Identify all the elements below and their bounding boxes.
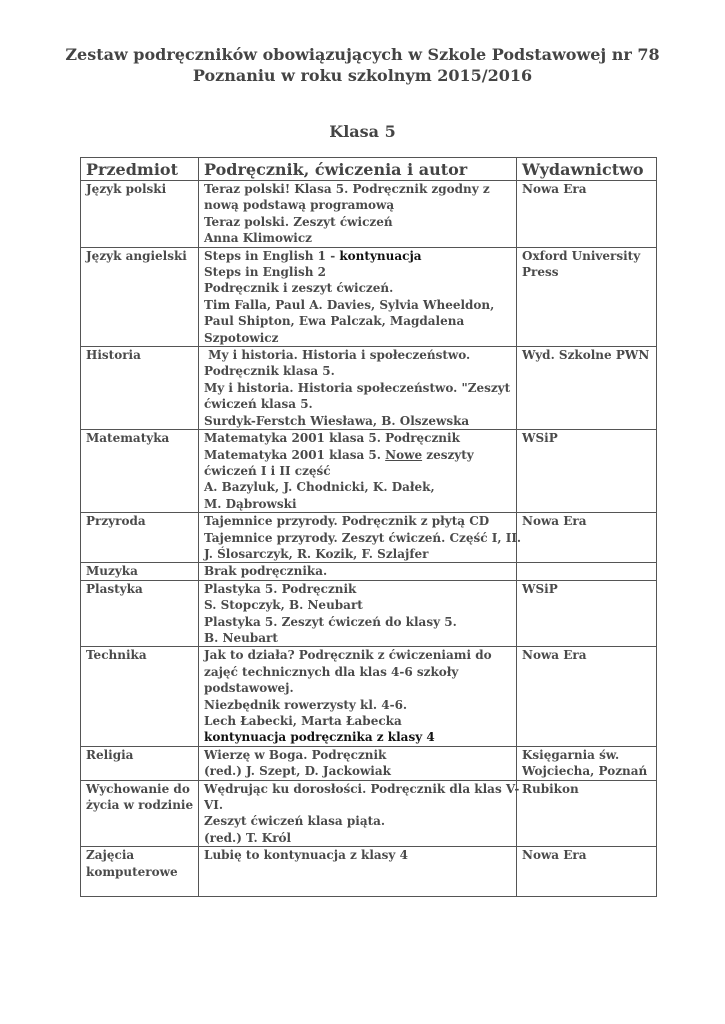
subject-cell: Religia (81, 746, 199, 780)
book-line: Podręcznik i zeszyt ćwiczeń. (204, 281, 394, 296)
book-line: Matematyka 2001 klasa 5. Podręcznik (204, 431, 460, 446)
publisher-cell (517, 647, 657, 746)
subject-cell: Język polski (81, 181, 199, 248)
book-line: Wędrując ku dorosłości. Podręcznik dla klas V- (204, 781, 520, 796)
publisher-line: Nowa Era (522, 848, 587, 863)
header-subject: Przedmiot (81, 158, 199, 181)
continuation-note: kontynuacja podręcznika z klasy 4 (204, 730, 435, 745)
book-line: S. Stopczyk, B. Neubart (204, 598, 363, 613)
subject-cell: Matematyka (81, 430, 199, 513)
book-line: (red.) T. Król (204, 830, 292, 845)
subject-cell: Historia (81, 347, 199, 430)
book-line: Surdyk-Ferstch Wiesława, B. Olszewska (204, 413, 470, 428)
subject-cell (81, 780, 199, 847)
header-publisher: Wydawnictwo (517, 158, 657, 181)
table-row (81, 746, 657, 780)
document-title (0, 44, 725, 86)
subject-cell: Język angielski (81, 247, 199, 346)
books-cell (199, 347, 517, 430)
publisher-line: Nowa Era (522, 648, 587, 663)
books-cell (199, 247, 517, 346)
book-line: podstawowej. (204, 681, 294, 696)
publisher-line: Rubikon (522, 781, 579, 796)
publisher-cell (517, 580, 657, 647)
books-cell (199, 847, 517, 897)
subject-cell: Technika (81, 647, 199, 746)
book-line: B. Neubart (204, 630, 278, 645)
book-line: My i historia. Historia i społeczeństwo. (204, 348, 471, 363)
books-cell (199, 580, 517, 647)
publisher-line: Oxford University (522, 248, 641, 263)
header-books: Podręcznik, ćwiczenia i autor (199, 158, 517, 181)
textbook-table (80, 157, 657, 897)
book-line: (red.) J. Szept, D. Jackowiak (204, 764, 391, 779)
table-row (81, 647, 657, 746)
book-line: Teraz polski. Zeszyt ćwiczeń (204, 214, 393, 229)
publisher-line: WSiP (522, 581, 558, 596)
books-cell (199, 563, 517, 580)
book-line: Anna Klimowicz (204, 231, 312, 246)
books-cell (199, 746, 517, 780)
publisher-cell (517, 563, 657, 580)
book-line: Podręcznik klasa 5. (204, 364, 335, 379)
subject-line: Zajęcia (86, 848, 135, 863)
continuation-note: kontynuacja (339, 248, 422, 263)
books-cell (199, 430, 517, 513)
books-cell (199, 647, 517, 746)
table-row (81, 580, 657, 647)
book-line: Jak to działa? Podręcznik z ćwiczeniami do (204, 648, 492, 663)
publisher-cell (517, 181, 657, 248)
publisher-cell (517, 347, 657, 430)
subject-cell: Przyroda (81, 513, 199, 563)
book-line: Szpotowicz (204, 330, 279, 345)
book-line: My i historia. Historia społeczeństwo. "Zeszyt (204, 380, 511, 395)
book-line: Tajemnice przyrody. Podręcznik z płytą CD (204, 514, 490, 529)
book-line (204, 447, 512, 463)
publisher-line: Press (522, 265, 559, 280)
book-line: Paul Shipton, Ewa Palczak, Magdalena (204, 314, 465, 329)
table-row (81, 347, 657, 430)
underlined-word: Nowe (385, 447, 423, 462)
books-cell (199, 780, 520, 847)
book-line: Teraz polski! Klasa 5. Podręcznik zgodny z (204, 182, 490, 196)
class-heading: Klasa 5 (329, 122, 396, 141)
table-row (81, 430, 657, 513)
book-line: zajęć technicznych dla klas 4-6 szkoły (204, 664, 459, 679)
book-line: ćwiczeń klasa 5. (204, 397, 313, 412)
book-line: Plastyka 5. Podręcznik (204, 581, 357, 596)
book-line: Tajemnice przyrody. Zeszyt ćwiczeń. Część I, II. (204, 530, 522, 545)
table-row (81, 847, 657, 897)
subject-line: Wychowanie do (86, 781, 190, 796)
book-line: J. Ślosarczyk, R. Kozik, F. Szlajfer (204, 546, 429, 561)
table-row (81, 513, 657, 563)
title-line-2: Poznaniu w roku szkolnym 2015/2016 (192, 66, 533, 85)
table-row (81, 247, 657, 346)
book-line: Zeszyt ćwiczeń klasa piąta. (204, 814, 386, 829)
book-line: Wierzę w Boga. Podręcznik (204, 747, 387, 762)
book-line-text: Matematyka 2001 klasa 5. (204, 447, 386, 462)
table-header-row (81, 158, 657, 181)
book-line (204, 248, 512, 264)
publisher-line: Nowa Era (522, 514, 587, 529)
publisher-line: WSiP (522, 431, 558, 446)
book-line-text: zeszyty (422, 447, 474, 462)
publisher-line: Wyd. Szkolne PWN (522, 348, 650, 363)
books-cell (199, 513, 522, 563)
publisher-line: Nowa Era (522, 182, 587, 196)
publisher-line: Wojciecha, Poznań (522, 764, 648, 779)
book-line: ćwiczeń I i II część (204, 463, 331, 478)
subject-line: komputerowe (86, 864, 178, 879)
publisher-line: Księgarnia św. (522, 747, 620, 762)
subject-cell: Plastyka (81, 580, 199, 647)
table-row (81, 563, 657, 580)
book-line: Niezbędnik rowerzysty kl. 4-6. (204, 697, 408, 712)
book-line-text: Steps in English 1 - (204, 248, 340, 263)
publisher-cell (517, 513, 657, 563)
book-line: Plastyka 5. Zeszyt ćwiczeń do klasy 5. (204, 614, 457, 629)
publisher-cell (517, 430, 657, 513)
book-line: Lubię to kontynuacja z klasy 4 (204, 848, 408, 863)
publisher-cell (517, 780, 657, 847)
book-line: Brak podręcznika. (204, 564, 328, 579)
table-row (81, 780, 657, 847)
book-line: VI. (204, 798, 224, 813)
book-line: nową podstawą programową (204, 198, 395, 213)
book-line: Tim Falla, Paul A. Davies, Sylvia Wheeldon, (204, 297, 495, 312)
publisher-cell (517, 847, 657, 897)
books-cell (199, 181, 517, 248)
subject-cell (81, 847, 199, 897)
book-line: M. Dąbrowski (204, 496, 297, 511)
title-line-1: Zestaw podręczników obowiązujących w Szkole Podstawowej nr 78 (65, 45, 660, 64)
publisher-cell (517, 247, 657, 346)
publisher-cell (517, 746, 657, 780)
book-line: Lech Łabecki, Marta Łabecka (204, 714, 402, 728)
table-row (81, 181, 657, 248)
subject-line: życia w rodzinie (86, 798, 194, 813)
book-line: Steps in English 2 (204, 265, 327, 280)
book-line: A. Bazyluk, J. Chodnicki, K. Dałek, (204, 480, 435, 495)
subject-cell: Muzyka (81, 563, 199, 580)
